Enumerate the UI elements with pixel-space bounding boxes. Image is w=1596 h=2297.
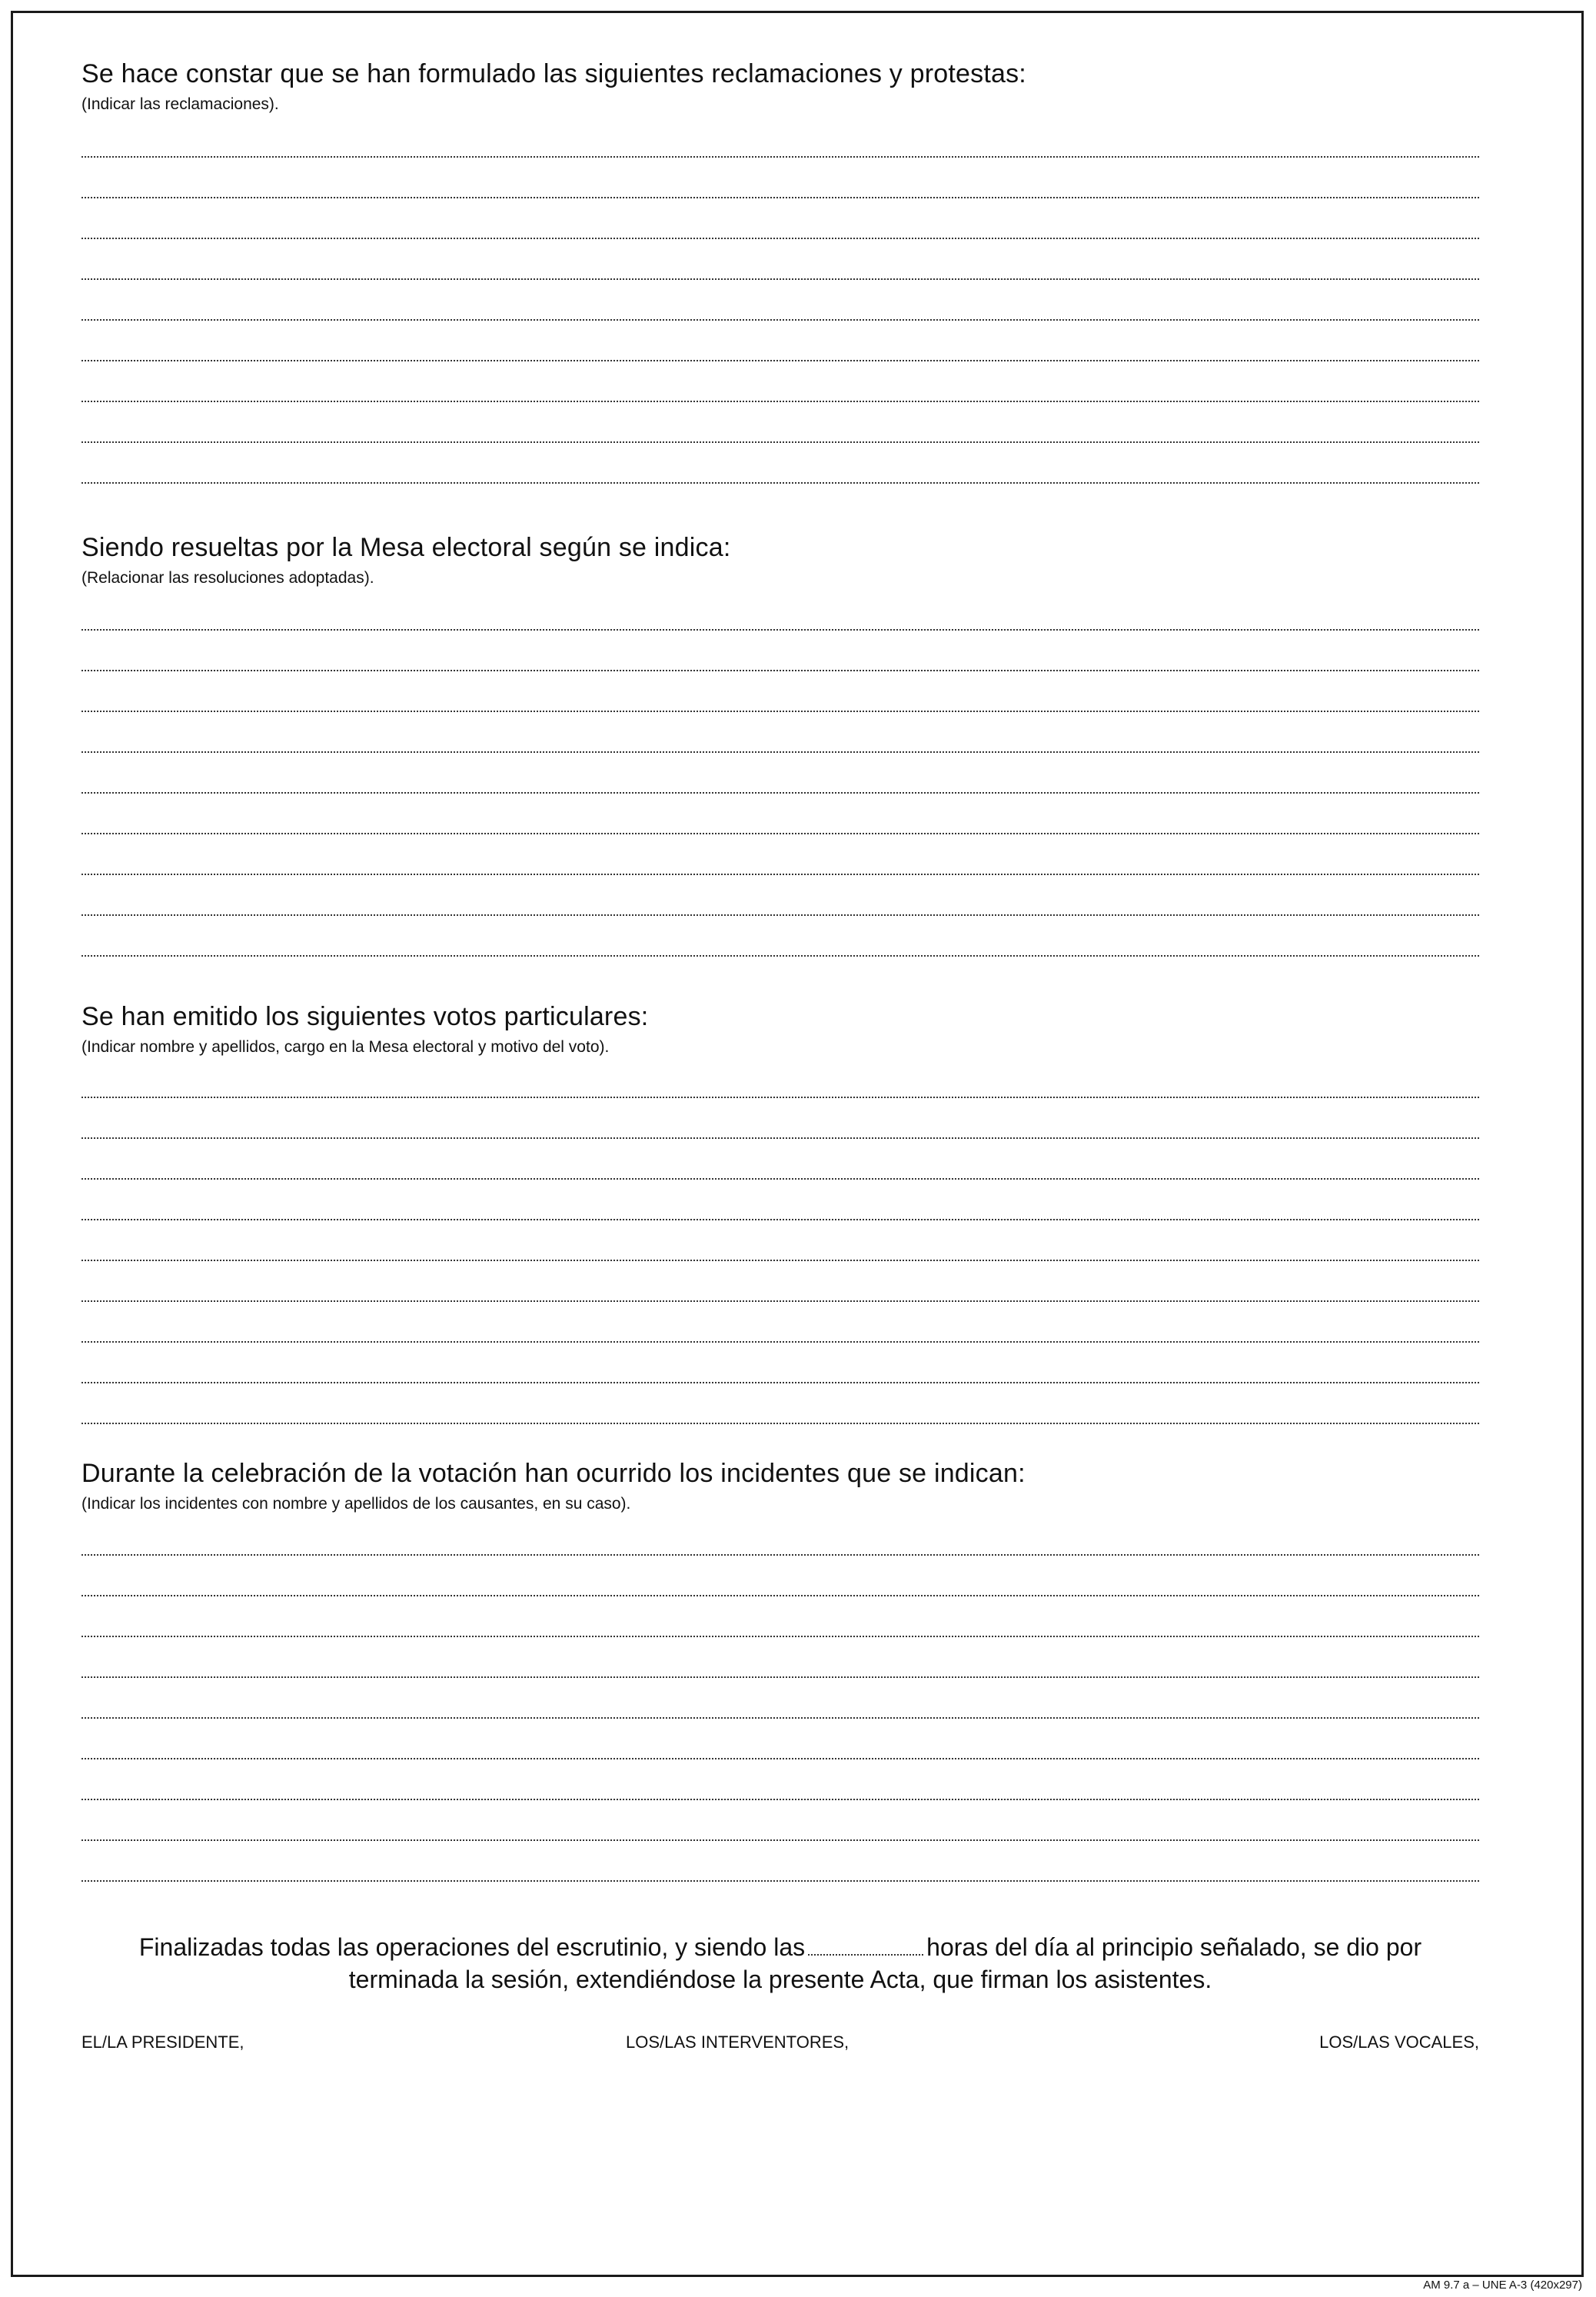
write-line[interactable] xyxy=(81,319,1479,321)
write-line[interactable] xyxy=(81,1554,1479,1556)
section-votos-particulares xyxy=(81,1001,1479,1058)
write-line[interactable] xyxy=(81,1717,1479,1719)
section-resoluciones xyxy=(81,532,1479,589)
write-line[interactable] xyxy=(81,156,1479,158)
section-title: Se hace constar que se han formulado las siguientes reclamaciones y protestas: xyxy=(81,59,1026,88)
write-line[interactable] xyxy=(81,1839,1479,1841)
write-line[interactable] xyxy=(81,670,1479,671)
write-line[interactable] xyxy=(81,360,1479,361)
write-line[interactable] xyxy=(81,441,1479,443)
signature-block xyxy=(81,2032,1479,2063)
write-line[interactable] xyxy=(81,1880,1479,1882)
write-line[interactable] xyxy=(81,1636,1479,1637)
write-line[interactable] xyxy=(81,1219,1479,1220)
signature-vocales: LOS/LAS VOCALES, xyxy=(1319,2032,1479,2052)
write-line[interactable] xyxy=(81,1676,1479,1678)
section-subtitle: (Indicar nombre y apellidos, cargo en la Mesa electoral y motivo del voto). xyxy=(81,1038,610,1056)
write-line[interactable] xyxy=(81,1137,1479,1139)
section-subtitle: (Indicar los incidentes con nombre y apellidos de los causantes, en su caso). xyxy=(81,1495,631,1513)
write-line[interactable] xyxy=(81,1260,1479,1261)
write-line[interactable] xyxy=(81,401,1479,402)
write-line[interactable] xyxy=(81,1799,1479,1800)
write-line[interactable] xyxy=(81,1300,1479,1302)
write-line[interactable] xyxy=(81,1423,1479,1424)
closing-text-start: Finalizadas todas las operaciones del escrutinio, y siendo las xyxy=(138,1933,806,1961)
signature-president: EL/LA PRESIDENTE, xyxy=(81,2032,244,2052)
write-line[interactable] xyxy=(81,955,1479,957)
section-reclamaciones xyxy=(81,58,1479,115)
form-code: AM 9.7 a – UNE A-3 (420x297) xyxy=(1423,2279,1582,2292)
write-line[interactable] xyxy=(81,914,1479,916)
write-line[interactable] xyxy=(81,1595,1479,1596)
section-title: Se han emitido los siguientes votos particulares: xyxy=(81,1002,649,1031)
write-line[interactable] xyxy=(81,1382,1479,1383)
section-subtitle: (Indicar las reclamaciones). xyxy=(81,95,279,113)
write-line[interactable] xyxy=(81,711,1479,712)
write-line[interactable] xyxy=(81,1097,1479,1098)
write-line[interactable] xyxy=(81,278,1479,280)
write-line[interactable] xyxy=(81,1178,1479,1180)
hours-field[interactable] xyxy=(808,1934,923,1956)
section-title: Durante la celebración de la votación han ocurrido los incidentes que se indican: xyxy=(81,1459,1026,1488)
closing-text-end: horas del día al principio señalado, se dio por terminada la sesión, extendiéndose la presente Acta, que firman los asistentes. xyxy=(348,1933,1422,1993)
signature-interventores: LOS/LAS INTERVENTORES, xyxy=(626,2032,850,2052)
section-incidentes xyxy=(81,1458,1479,1515)
write-line[interactable] xyxy=(81,874,1479,875)
section-title: Siendo resueltas por la Mesa electoral según se indica: xyxy=(81,533,731,562)
write-line[interactable] xyxy=(81,833,1479,834)
write-line[interactable] xyxy=(81,482,1479,484)
write-line[interactable] xyxy=(81,629,1479,631)
write-line[interactable] xyxy=(81,1758,1479,1759)
closing-statement xyxy=(81,1931,1479,1996)
write-line[interactable] xyxy=(81,238,1479,239)
write-line[interactable] xyxy=(81,792,1479,794)
write-line[interactable] xyxy=(81,751,1479,753)
write-line[interactable] xyxy=(81,1341,1479,1343)
section-subtitle: (Relacionar las resoluciones adoptadas). xyxy=(81,569,374,587)
write-line[interactable] xyxy=(81,197,1479,198)
